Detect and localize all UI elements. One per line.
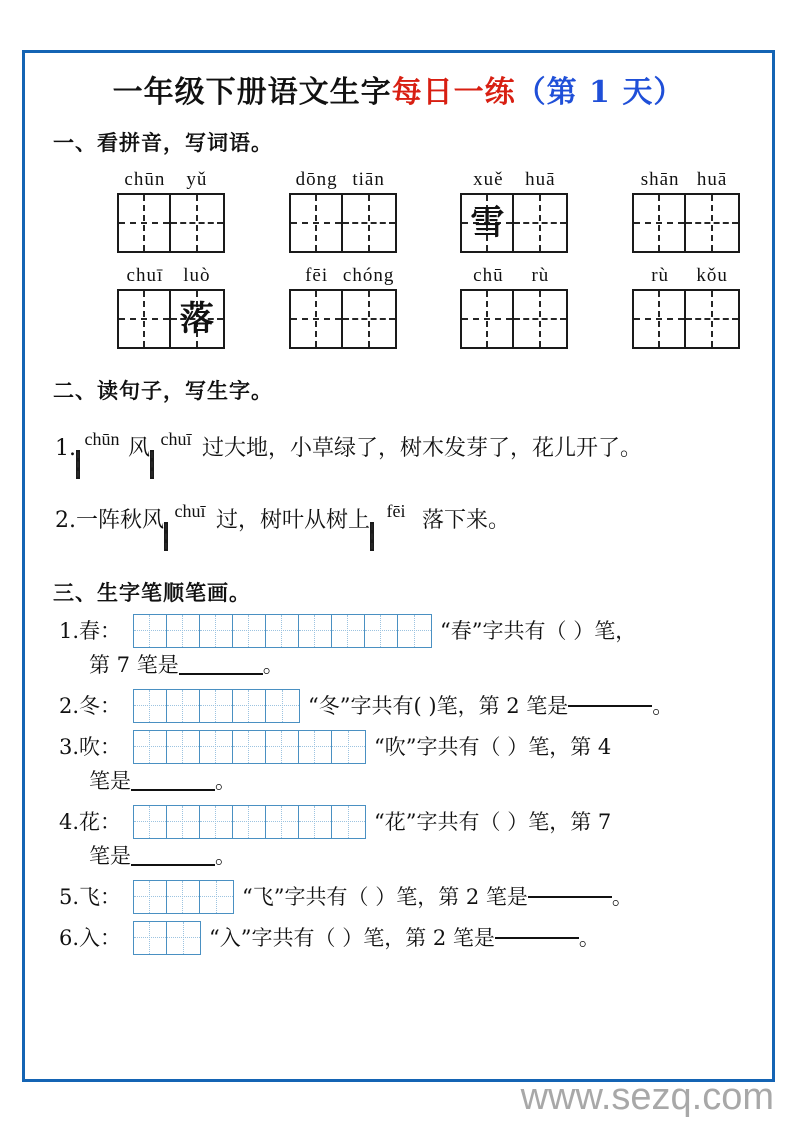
stroke-order-cell[interactable] (167, 615, 200, 647)
pinyin-syllable: rù (531, 265, 550, 286)
pinyin-label (634, 265, 738, 287)
sentence-answer-box[interactable] (164, 501, 216, 549)
sentence-row (55, 421, 772, 477)
site-watermark: www.sezq.com (520, 1076, 774, 1118)
section-2-heading: 二、读句子，写生字。 (53, 378, 273, 403)
sentence-text: 过大地，小草绿了，树木发芽了，花儿开了。 (202, 436, 643, 461)
stroke-order-grid[interactable] (133, 805, 366, 839)
sentence-text: 过，树叶从树上 (216, 508, 371, 533)
answer-blank-line[interactable] (568, 705, 652, 707)
stroke-order-label: 3.吹： (59, 735, 122, 759)
tianzige-cell-filled[interactable] (462, 195, 514, 251)
stroke-order-item (59, 614, 772, 682)
sentence-text: 风 (128, 436, 151, 461)
tianzige-grid (289, 289, 397, 349)
stroke-order-line-2 (89, 839, 772, 873)
stroke-order-cell[interactable] (134, 690, 167, 722)
stroke-order-cell[interactable] (134, 922, 167, 954)
tianzige-grid (460, 289, 568, 349)
pinyin-word-group (85, 169, 257, 253)
stroke-order-line (59, 805, 772, 839)
stroke-order-label: 1.春： (59, 619, 122, 643)
stroke-order-cell[interactable] (266, 690, 299, 722)
sentence-row (55, 493, 772, 549)
pinyin-label (119, 265, 223, 287)
stroke-order-cell[interactable] (134, 881, 167, 913)
page-title-blue: （第 1 天） (515, 75, 685, 110)
stroke-order-cell[interactable] (134, 806, 167, 838)
stroke-order-question: “入”字共有（ ）笔，第 2 笔是 (209, 926, 495, 950)
section-3-body (25, 614, 772, 955)
stroke-order-cell[interactable] (266, 731, 299, 763)
stroke-order-cell[interactable] (167, 690, 200, 722)
stroke-order-cell[interactable] (332, 615, 365, 647)
pinyin-syllable: kǒu (696, 265, 728, 286)
sentence-answer-box[interactable] (76, 429, 128, 477)
stroke-order-grid[interactable] (133, 730, 366, 764)
stroke-order-question: “飞”字共有（ ）笔，第 2 笔是 (242, 885, 528, 909)
stroke-order-question: “冬”字共有( )笔，第 2 笔是 (308, 694, 569, 718)
tianzige-cell-empty[interactable] (514, 195, 566, 251)
pinyin-syllable: huā (696, 169, 728, 190)
section-3-heading: 三、生字笔顺笔画。 (53, 580, 251, 605)
tianzige-cell-empty[interactable] (291, 291, 343, 347)
sentence-text: 一阵秋风 (76, 508, 165, 533)
tianzige-grid (460, 193, 568, 253)
tianzige-cell-empty[interactable] (462, 291, 514, 347)
pinyin-label (634, 169, 738, 191)
stroke-order-line-2 (89, 764, 772, 798)
stroke-order-cell[interactable] (200, 615, 233, 647)
sentence-answer-box[interactable] (150, 429, 202, 477)
stroke-order-question-continued: 笔是 (89, 844, 131, 868)
stroke-order-line (59, 880, 772, 914)
stroke-order-cell[interactable] (266, 615, 299, 647)
stroke-order-line (59, 730, 772, 764)
stroke-order-cell[interactable] (332, 731, 365, 763)
stroke-order-item (59, 921, 772, 955)
stroke-order-question-continued: 第 7 笔是 (89, 653, 179, 677)
tianzige-grid (632, 289, 740, 349)
stroke-order-cell[interactable] (134, 731, 167, 763)
stroke-order-item (59, 805, 772, 873)
stroke-order-label: 5.飞： (59, 885, 122, 909)
answer-blank-line[interactable] (528, 896, 612, 898)
tianzige-character: 雪 (470, 203, 505, 243)
tianzige-cell-empty[interactable] (686, 195, 738, 251)
pinyin-syllable: rù (651, 265, 670, 286)
pinyin-word-group (85, 265, 257, 349)
pinyin-word-row (85, 265, 772, 349)
stroke-order-cell[interactable] (365, 615, 398, 647)
pinyin-label (119, 169, 223, 191)
stroke-order-cell[interactable] (167, 731, 200, 763)
answer-blank-line[interactable] (131, 789, 215, 791)
pinyin-label (462, 169, 566, 191)
sentence-box-pinyin: chuī (160, 429, 192, 449)
stroke-order-question-suffix: 。 (652, 694, 674, 718)
tianzige-cell-empty[interactable] (291, 195, 343, 251)
pinyin-syllable: chūn (124, 169, 166, 190)
stroke-order-question-suffix: 。 (215, 769, 236, 793)
stroke-order-question: “春”字共有（ ）笔， (440, 619, 637, 643)
tianzige-cell-filled[interactable] (171, 291, 223, 347)
pinyin-syllable: huā (525, 169, 556, 190)
stroke-order-cell[interactable] (266, 806, 299, 838)
stroke-order-question-suffix: 。 (578, 926, 600, 950)
answer-blank-line[interactable] (131, 864, 215, 866)
stroke-order-cell[interactable] (332, 806, 365, 838)
stroke-order-cell[interactable] (200, 881, 233, 913)
stroke-order-label: 6.入： (59, 926, 122, 950)
stroke-order-line (59, 614, 772, 648)
stroke-order-cell[interactable] (200, 806, 233, 838)
page-title-black: 一年级下册语文生字 (112, 75, 392, 110)
pinyin-syllable: chuī (126, 265, 164, 286)
stroke-order-question-suffix: 。 (215, 844, 236, 868)
stroke-order-question-suffix: 。 (262, 653, 284, 677)
pinyin-syllable: tiān (352, 169, 385, 190)
tianzige-cell-empty[interactable] (634, 291, 686, 347)
stroke-order-grid[interactable] (133, 921, 201, 955)
stroke-order-item (59, 689, 772, 723)
stroke-order-line-2 (89, 648, 772, 682)
stroke-order-cell[interactable] (233, 806, 266, 838)
stroke-order-cell[interactable] (299, 615, 332, 647)
stroke-order-grid[interactable] (133, 689, 300, 723)
stroke-order-item (59, 730, 772, 798)
stroke-order-cell[interactable] (167, 922, 200, 954)
pinyin-syllable: fēi (305, 265, 329, 286)
pinyin-word-group (600, 169, 772, 253)
stroke-order-cell[interactable] (299, 731, 332, 763)
pinyin-label (291, 265, 395, 287)
stroke-order-question-suffix: 。 (611, 885, 633, 909)
stroke-order-line (59, 689, 772, 723)
tianzige-cell-empty[interactable] (119, 291, 171, 347)
pinyin-word-group (257, 265, 429, 349)
tianzige-cell-empty[interactable] (514, 291, 566, 347)
sentence-box-grid[interactable] (150, 450, 154, 479)
sentence-box-grid[interactable] (76, 450, 80, 479)
pinyin-word-group (429, 265, 601, 349)
stroke-order-cell[interactable] (167, 806, 200, 838)
stroke-order-cell[interactable] (299, 806, 332, 838)
tianzige-cell-empty[interactable] (343, 195, 395, 251)
sentence-answer-box[interactable] (370, 501, 422, 549)
stroke-order-cell[interactable] (200, 690, 233, 722)
stroke-order-line (59, 921, 772, 955)
stroke-order-cell[interactable] (398, 615, 431, 647)
tianzige-cell-empty[interactable] (686, 291, 738, 347)
worksheet-frame (22, 50, 775, 1082)
tianzige-cell-empty[interactable] (171, 195, 223, 251)
pinyin-syllable: dōng (295, 169, 338, 190)
sentence-number: 2. (55, 508, 76, 533)
stroke-order-question: “花”字共有（ ）笔，第 7 (374, 810, 612, 834)
pinyin-syllable: shān (640, 169, 680, 190)
sentence-box-pinyin: fēi (386, 501, 406, 521)
tianzige-grid (632, 193, 740, 253)
stroke-order-cell[interactable] (233, 731, 266, 763)
stroke-order-label: 2.冬： (59, 694, 122, 718)
tianzige-grid (117, 193, 225, 253)
stroke-order-cell[interactable] (233, 690, 266, 722)
tianzige-cell-empty[interactable] (343, 291, 395, 347)
stroke-order-grid[interactable] (133, 614, 432, 648)
pinyin-syllable: yǔ (186, 169, 208, 190)
section-1-body (25, 169, 772, 349)
pinyin-label (291, 169, 395, 191)
pinyin-syllable: luò (183, 265, 211, 286)
stroke-order-grid[interactable] (133, 880, 234, 914)
stroke-order-cell[interactable] (233, 615, 266, 647)
pinyin-word-group (257, 169, 429, 253)
sentence-text: 落下来。 (422, 508, 511, 533)
tianzige-grid (289, 193, 397, 253)
answer-blank-line[interactable] (495, 937, 579, 939)
pinyin-syllable: chóng (342, 265, 395, 286)
tianzige-grid (117, 289, 225, 349)
page-title (25, 67, 772, 111)
section-1-heading: 一、看拼音，写词语。 (53, 130, 273, 155)
sentence-box-pinyin: chuī (174, 501, 206, 521)
tianzige-cell-empty[interactable] (634, 195, 686, 251)
pinyin-word-row (85, 169, 772, 253)
pinyin-word-group (600, 265, 772, 349)
tianzige-character: 落 (179, 299, 214, 339)
stroke-order-question: “吹”字共有（ ）笔，第 4 (374, 735, 612, 759)
stroke-order-cell[interactable] (134, 615, 167, 647)
stroke-order-item (59, 880, 772, 914)
tianzige-cell-empty[interactable] (119, 195, 171, 251)
page-title-red: 每日一练 (391, 75, 516, 110)
sentence-box-grid[interactable] (370, 522, 374, 551)
stroke-order-label: 4.花： (59, 810, 122, 834)
sentence-box-grid[interactable] (164, 522, 168, 551)
stroke-order-question-continued: 笔是 (89, 769, 131, 793)
pinyin-label (462, 265, 566, 287)
pinyin-syllable: xuě (473, 169, 504, 190)
stroke-order-cell[interactable] (167, 881, 200, 913)
sentence-number: 1. (55, 436, 76, 461)
sentence-box-pinyin: chūn (84, 429, 120, 449)
section-2-body (25, 421, 772, 549)
pinyin-word-group (429, 169, 601, 253)
answer-blank-line[interactable] (179, 673, 263, 675)
pinyin-syllable: chū (473, 265, 504, 286)
stroke-order-cell[interactable] (200, 731, 233, 763)
